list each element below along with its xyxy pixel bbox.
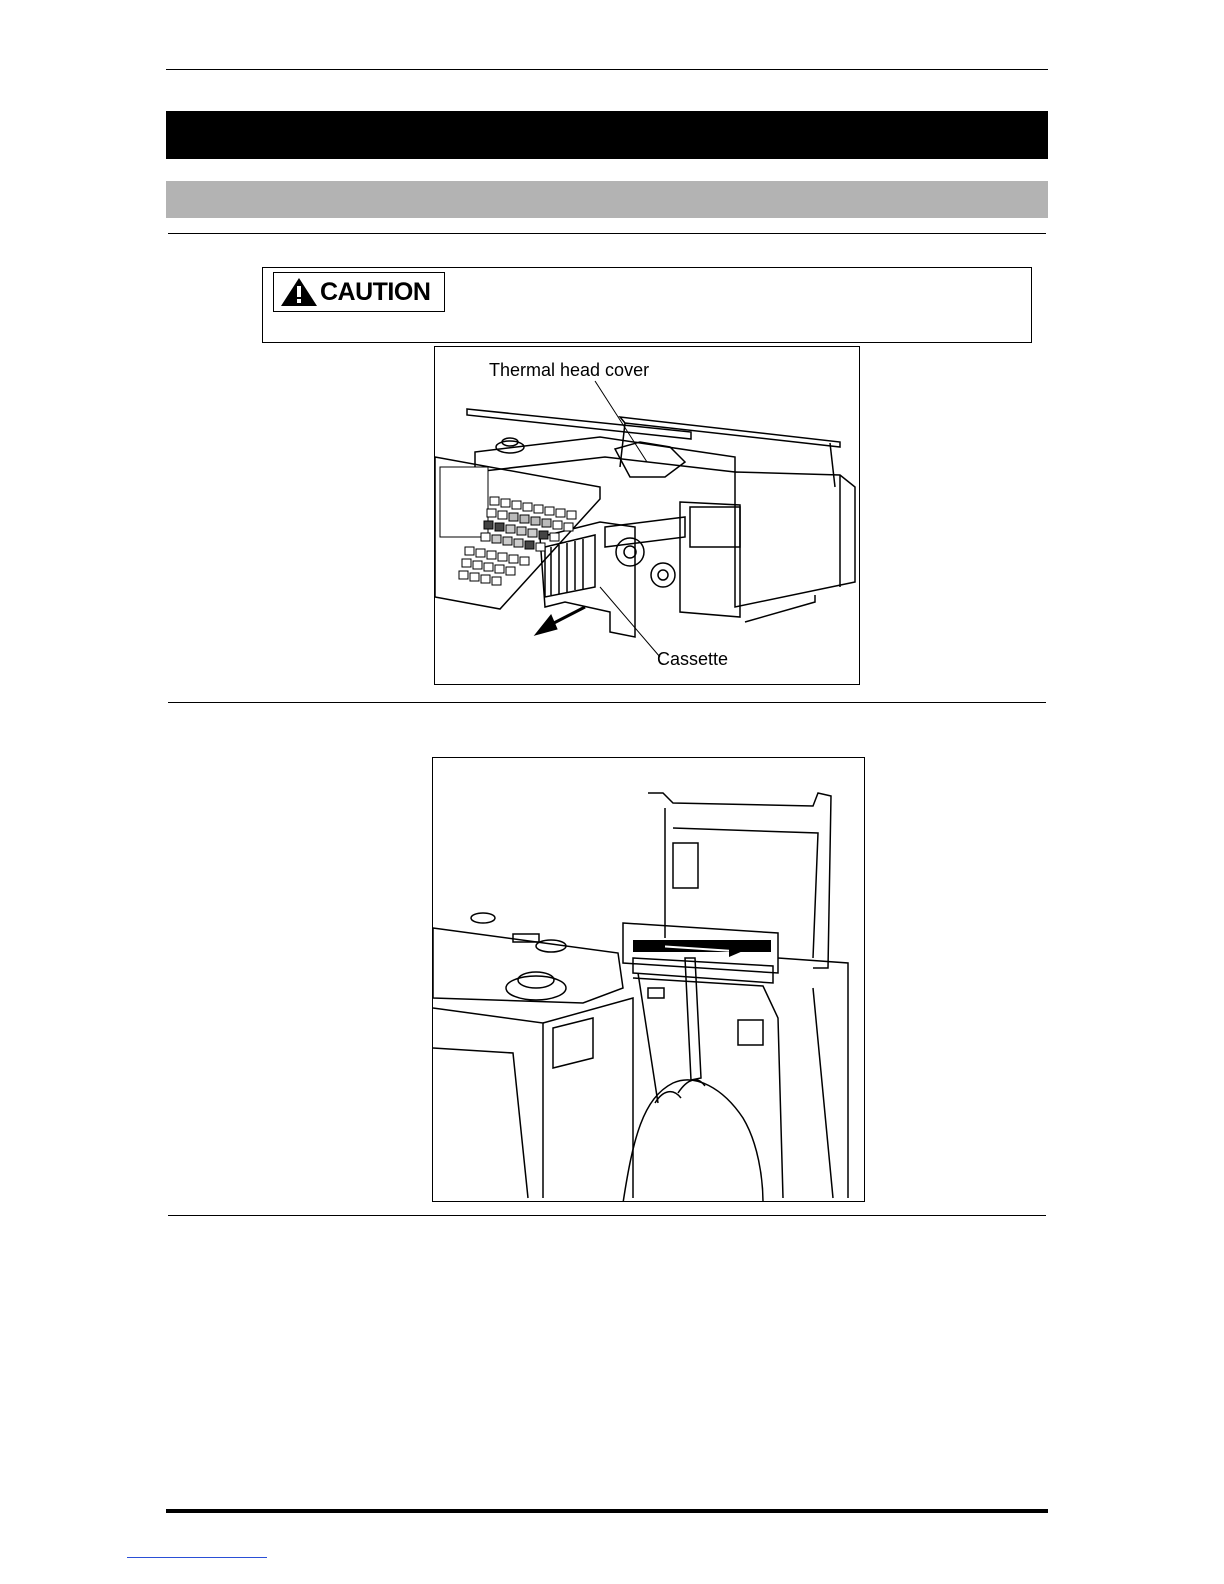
figure-head-cleaning bbox=[432, 757, 865, 1202]
header-rule bbox=[166, 69, 1048, 70]
callout-cassette: Cassette bbox=[657, 649, 729, 669]
figure-cassette-removal bbox=[434, 346, 860, 685]
head-cleaning-illustration bbox=[433, 758, 865, 1202]
caution-label: CAUTION bbox=[320, 277, 431, 306]
step-separator bbox=[168, 233, 1046, 234]
printer-cassette-illustration bbox=[435, 347, 860, 685]
callout-thermal-head-cover: Thermal head cover bbox=[489, 360, 650, 380]
caution-badge bbox=[273, 272, 445, 312]
warning-triangle-icon bbox=[280, 277, 318, 307]
section-title-band bbox=[166, 111, 1048, 159]
caution-notice bbox=[262, 267, 1032, 343]
footer-link-underline[interactable] bbox=[127, 1557, 267, 1558]
footer-rule bbox=[166, 1509, 1048, 1513]
subsection-title-band bbox=[166, 181, 1048, 218]
step-separator bbox=[168, 1215, 1046, 1216]
step-separator bbox=[168, 702, 1046, 703]
